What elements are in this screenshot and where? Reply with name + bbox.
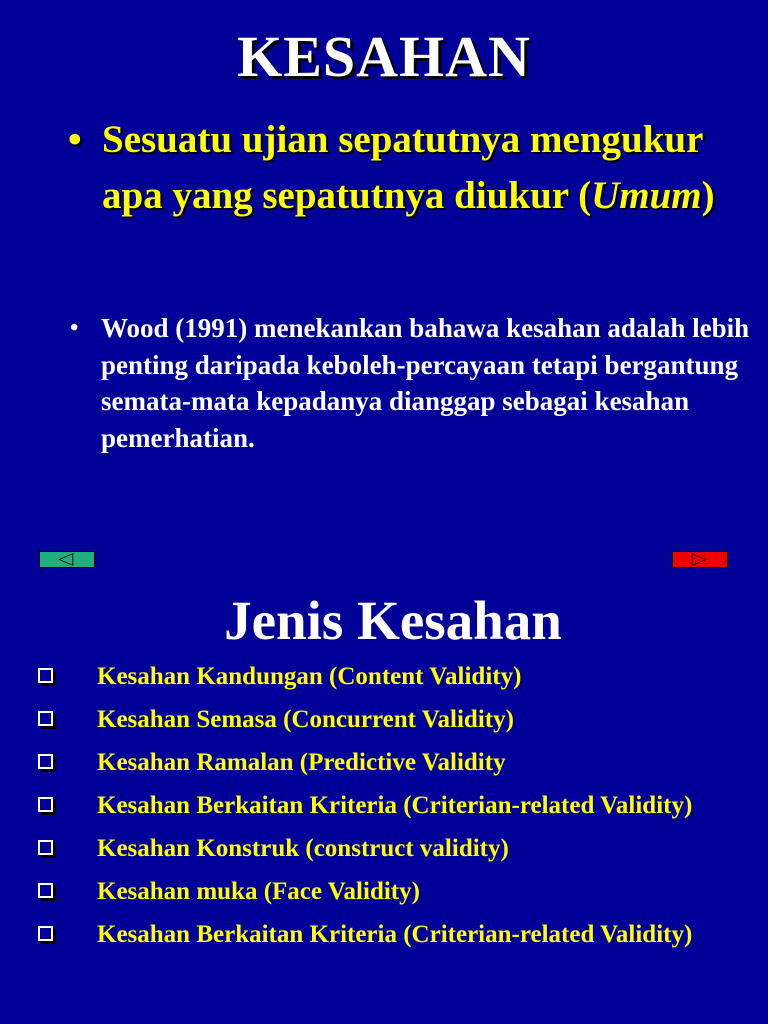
list-item [0,744,768,781]
main-bullet-text-before: Sesuatu ujian sepatutnya mengukur apa yang sepatutnya diukur ( [102,118,703,217]
main-bullet-text [102,112,758,224]
checkbox-bullet-icon [38,668,53,683]
slide-title: KESAHAN [237,24,531,89]
list-item-label: Kesahan muka (Face Validity) [97,878,420,905]
list-item [0,701,768,738]
bullet-dot-icon: • [70,315,79,341]
validity-types-list [0,658,768,959]
list-item-label: Kesahan Berkaitan Kriteria (Criterian-related Validity) [97,792,693,819]
main-bullet [68,112,758,224]
checkbox-bullet-icon [38,926,53,941]
list-item-label: Kesahan Konstruk (construct validity) [97,835,509,862]
sub-bullet [68,310,758,456]
list-item [0,658,768,695]
list-item [0,787,768,824]
checkbox-bullet-icon [38,797,53,812]
next-slide-button[interactable] [672,551,728,568]
list-item-label: Kesahan Berkaitan Kriteria (Criterian-related Validity) [97,921,693,948]
main-bullet-text-after: ) [701,174,715,217]
list-item-label: Kesahan Ramalan (Predictive Validity [97,749,506,776]
section-title: Jenis Kesahan [224,590,562,651]
triangle-left-icon [40,552,94,567]
list-item [0,873,768,910]
main-bullet-emphasis: Umum [591,174,702,217]
checkbox-bullet-icon [38,754,53,769]
checkbox-bullet-icon [38,711,53,726]
list-item-label: Kesahan Kandungan (Content Validity) [97,663,522,690]
sub-bullet-text: Wood (1991) menekankan bahawa kesahan adalah lebih penting daripada keboleh-percayaan tetapi bergantung semata-mata kepadanya dianggap sebagai kesahan pemerhatian. [101,313,750,453]
list-item [0,830,768,867]
previous-slide-button[interactable] [39,551,95,568]
checkbox-bullet-icon [38,840,53,855]
list-item [0,916,768,953]
list-item-label: Kesahan Semasa (Concurrent Validity) [97,706,514,733]
triangle-right-icon [673,552,727,567]
checkbox-bullet-icon [38,883,53,898]
bullet-dot-icon: • [68,118,82,161]
